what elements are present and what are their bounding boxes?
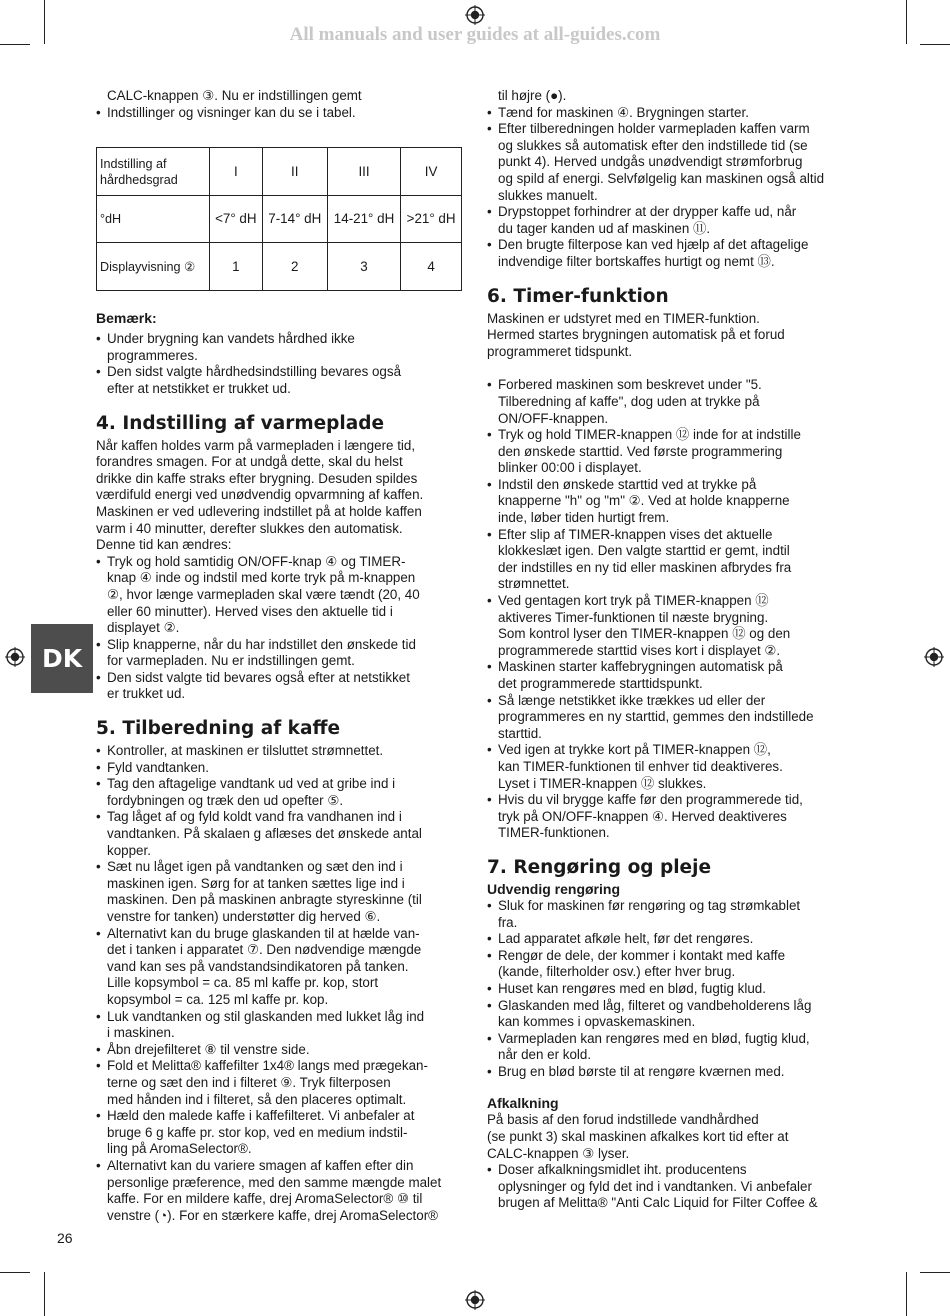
section-heading: 7. Rengøring og pleje <box>487 856 711 878</box>
text-line: fordybningen og træk den ud opefter ⑤. <box>107 792 344 808</box>
list-item <box>487 742 859 792</box>
section-heading: 6. Timer-funktion <box>487 285 669 307</box>
timer-list <box>487 377 859 842</box>
text-line: • Alternativt kan du bruge glaskanden til at hælde van- <box>107 925 420 941</box>
text-line: og spild af energi. Selvfølgelig kan maskinen også altid <box>498 170 825 186</box>
text-line: maskinen igen. Sørg for at tanken sættes lige ind i <box>107 875 405 891</box>
text-line: strømnettet. <box>498 576 570 592</box>
section5-list <box>96 743 462 1224</box>
text-line: inde, løber tiden hurtigt frem. <box>498 510 670 526</box>
text-line: kaffe. For en mildere kaffe, drej AromaSelector® ⑩ til <box>107 1191 423 1207</box>
text-line: programmerede starttid vises kort i displayet ②. <box>498 642 781 658</box>
list-item <box>487 948 859 981</box>
text-line: displayet ②. <box>107 620 180 636</box>
list-item <box>487 931 859 948</box>
list-item <box>96 776 462 809</box>
text-line: • Forbered maskinen som beskrevet under "5. <box>498 377 762 393</box>
list-item <box>96 554 462 637</box>
hardness-table <box>96 147 462 291</box>
table-row <box>97 243 462 291</box>
text-line: • Så længe netstikket ikke trækkes ud eller der <box>498 692 766 708</box>
list-item <box>487 427 859 477</box>
text-line: • Lad apparatet afkøle helt, før det rengøres. <box>498 931 754 947</box>
list-item <box>487 693 859 743</box>
text-line: • Tænd for maskinen ④. Brygningen starter. <box>498 104 749 120</box>
text-line: for varmepladen. Nu er indstillingen gemt. <box>107 653 355 669</box>
watermark: All manuals and user guides at all-guides.com <box>289 24 661 45</box>
text-line: • Tag den aftagelige vandtank ud ved at gribe ind i <box>107 776 396 792</box>
list-item <box>487 477 859 527</box>
text-line: kopper. <box>107 842 151 858</box>
table-cell: 4 <box>401 243 462 291</box>
table-cell: 7-14° dH <box>262 196 327 243</box>
text-line: • Åbn drejefilteret ⑧ til venstre side. <box>107 1041 310 1057</box>
list-item <box>487 527 859 593</box>
text-line: venstre (◔). For en stærkere kaffe, drej AromaSelector® <box>107 1207 439 1223</box>
text-line: slukkes manuelt. <box>498 187 598 203</box>
text-line: ②, hvor længe varmepladen skal være tændt (20, 40 <box>107 586 420 602</box>
list-item <box>96 743 462 760</box>
text-line: kopsymbol = ca. 125 ml kaffe pr. kop. <box>107 991 329 1007</box>
intro-line: CALC-knappen ③. Nu er indstillingen gemt <box>107 88 362 103</box>
text-line: drikke din kaffe straks efter brygning. Desuden spildes <box>96 470 418 486</box>
right-column <box>487 88 859 1212</box>
descaling-list <box>487 1162 859 1212</box>
text-line: venstre for tanken) understøtter dig herved ⑥. <box>107 909 381 924</box>
text-line: • Efter tilberedningen holder varmepladen kaffen varm <box>498 121 810 137</box>
list-item <box>96 1009 462 1042</box>
list-item <box>487 1064 859 1081</box>
text-line: knapperne "h" og "m" ②. Ved at holde knapperne <box>498 493 790 509</box>
list-item <box>96 331 462 364</box>
text-line: Tilberedning af kaffe", dog uden at trykke på <box>498 393 760 409</box>
text-line: • Rengør de dele, der kommer i kontakt med kaffe <box>498 947 786 963</box>
table-cell: II <box>262 148 327 196</box>
note-list <box>96 331 462 397</box>
text-line: er trukket ud. <box>107 686 186 702</box>
text-line: Lille kopsymbol = ca. 85 ml kaffe pr. kop, stort <box>107 975 379 991</box>
text-line: den ønskede starttid. Ved første programmering <box>498 443 783 459</box>
list-item <box>96 760 462 777</box>
list-item <box>487 121 859 204</box>
list-item <box>96 364 462 397</box>
text-line: starttid. <box>498 725 542 741</box>
table-cell: III <box>327 148 400 196</box>
crop-mark <box>44 1272 45 1316</box>
list-item <box>487 898 859 931</box>
section-heading: 4. Indstilling af varmeplade <box>96 412 385 434</box>
text-line: oplysninger og fyld det ind i vandtanken. Vi anbefaler <box>498 1178 812 1194</box>
list-item <box>96 809 462 859</box>
table-cell: <7° dH <box>210 196 263 243</box>
registration-mark-icon <box>5 647 25 667</box>
text-line: programmeres. <box>107 347 198 363</box>
table-cell: 2 <box>262 243 327 291</box>
list-item <box>96 859 462 925</box>
text-line: (se punkt 3) skal maskinen afkalkes kort tid efter at <box>487 1129 789 1145</box>
continuation-line: til højre (●). <box>498 88 567 103</box>
text-line: • Glaskanden med låg, filteret og vandbeholderens låg <box>498 997 812 1013</box>
text-line: værdifuld energi ved unødvendig opvarmning af kaffen. <box>96 487 424 503</box>
text-line: maskinen. Den på maskinen anbragte styreskinne (til <box>107 892 422 908</box>
text-line: varm i 40 minutter, derefter slukkes den automatisk. <box>96 520 403 536</box>
text-line: • Brug en blød børste til at rengøre kværnen med. <box>498 1063 785 1079</box>
text-line: • Tryk og hold TIMER-knappen ⑫ inde for at indstille <box>498 427 801 443</box>
list-item <box>487 792 859 842</box>
table-row <box>97 196 462 243</box>
text-line: Maskinen er ved udlevering indstillet på at holde kaffen <box>96 503 422 519</box>
page-number: 26 <box>57 1230 73 1246</box>
text-line: bruge 6 g kaffe pr. stor kop, ved en medium indstil- <box>107 1124 408 1140</box>
table-cell: IV <box>401 148 462 196</box>
text-line: Denne tid kan ændres: <box>96 537 232 553</box>
text-line: • Sluk for maskinen før rengøring og tag strømkablet <box>498 897 801 913</box>
registration-mark-icon <box>465 5 485 25</box>
text-line: vandtanken. På skalaen g aflæses det ønskede antal <box>107 826 422 842</box>
text-line: • Tag låget af og fyld koldt vand fra vandhanen ind i <box>107 809 402 825</box>
list-item <box>96 1108 462 1158</box>
text-line: • Fyld vandtanken. <box>107 759 209 775</box>
subheading: Udvendig rengøring <box>487 880 620 897</box>
section-heading: 5. Tilberedning af kaffe <box>96 718 341 740</box>
text-line: i maskinen. <box>107 1025 175 1041</box>
text-line: • Under brygning kan vandets hårdhed ikke <box>107 331 355 347</box>
text-line: tryk på ON/OFF-knappen ④. Herved deaktiveres <box>498 808 787 824</box>
left-column <box>96 88 462 1224</box>
table-cell: Indstilling af hårdhedsgrad <box>97 148 210 196</box>
text-line: indvendige filter bortskaffes hurtigt og nemt ⑬. <box>498 253 775 269</box>
text-line: • Varmepladen kan rengøres med en blød, fugtig klud, <box>498 1030 810 1046</box>
text-line: (kande, filterholder osv.) efter hver brug. <box>498 964 736 980</box>
text-line: programmeret tidspunkt. <box>487 343 633 359</box>
text-line: personlige præference, med den samme mængde malet <box>107 1174 442 1190</box>
crop-mark <box>0 1272 30 1273</box>
text-line: TIMER-funktionen. <box>498 825 610 841</box>
text-line: aktiveres Timer-funktionen til næste brygning. <box>498 609 769 625</box>
note-title: Bemærk: <box>96 310 157 327</box>
list-item <box>487 237 859 270</box>
list-item <box>96 670 462 703</box>
list-item <box>487 998 859 1031</box>
table-cell: 3 <box>327 243 400 291</box>
paragraph <box>487 311 859 361</box>
text-line: efter at netstikket er trukket ud. <box>107 380 291 396</box>
registration-mark-icon <box>465 1290 485 1310</box>
text-line: • Sæt nu låget igen på vandtanken og sæt den ind i <box>107 859 403 875</box>
text-line: • Luk vandtanken og stil glaskanden med lukket låg ind <box>107 1008 425 1024</box>
section4-list <box>96 554 462 703</box>
text-line: knap ④ inde og indstil med korte tryk på m-knappen <box>107 570 416 586</box>
text-line: punkt 4). Herved undgås unødvendigt strømforbrug <box>498 154 803 170</box>
table-cell: 14-21° dH <box>327 196 400 243</box>
paragraph <box>96 438 462 554</box>
text-line: klokkeslæt igen. Den valgte starttid er gemt, indtil <box>498 543 790 559</box>
intro-list <box>96 105 462 122</box>
text-line: • Hæld den malede kaffe i kaffefilteret. Vi anbefaler at <box>107 1108 415 1124</box>
table-cell: °dH <box>97 196 210 243</box>
list-item <box>96 1042 462 1059</box>
list-item <box>487 1031 859 1064</box>
text-line: kan kommes i opvaskemaskinen. <box>498 1014 696 1030</box>
text-line: • Maskinen starter kaffebrygningen automatisk på <box>498 659 783 675</box>
text-line: forandres smagen. For at undgå dette, skal du helst <box>96 454 403 470</box>
text-line: brugen af Melitta® "Anti Calc Liquid for Filter Coffee & <box>498 1195 818 1211</box>
table-cell: 1 <box>210 243 263 291</box>
text-line: fra. <box>498 914 518 930</box>
list-item <box>487 105 859 122</box>
text-line: CALC-knappen ③ lyser. <box>487 1145 630 1161</box>
text-line: Som kontrol lyser den TIMER-knappen ⑫ og den <box>498 626 791 642</box>
text-line: • Tryk og hold samtidig ON/OFF-knap ④ og TIMER- <box>107 553 406 569</box>
text-line: • Fold et Melitta® kaffefilter 1x4® langs med prægekan- <box>107 1058 428 1074</box>
text-line: • Doser afkalkningsmidlet iht. producentens <box>498 1162 747 1178</box>
text-line: • Alternativt kan du variere smagen af kaffen efter din <box>107 1157 414 1173</box>
table-row <box>97 148 462 196</box>
list-item: • Indstillinger og visninger kan du se i tabel. <box>96 105 462 122</box>
text-line: • Hvis du vil brygge kaffe før den programmerede tid, <box>498 792 803 808</box>
text-line: Hermed startes brygningen automatisk på et forud <box>487 327 785 343</box>
text-line: med hånden ind i filteret, så den placeres optimalt. <box>107 1091 407 1107</box>
list-item <box>487 659 859 692</box>
list-item <box>96 1158 462 1224</box>
text-line: • Efter slip af TIMER-knappen vises det aktuelle <box>498 526 773 542</box>
text-line: terne og sæt den ind i filteret ⑨. Tryk filterposen <box>107 1074 391 1090</box>
crop-mark <box>920 1272 950 1273</box>
text-line: På basis af den forud indstillede vandhårdhed <box>487 1112 759 1128</box>
text-line: det programmerede starttidspunkt. <box>498 676 703 691</box>
text-line: • Drypstoppet forhindrer at der drypper kaffe ud, når <box>498 204 797 220</box>
text-line: Når kaffen holdes varm på varmepladen i længere tid, <box>96 437 416 453</box>
list-item <box>487 981 859 998</box>
text-line: • Den sidst valgte hårdhedsindstilling bevares også <box>107 364 402 380</box>
text-line: • Ved gentagen kort tryk på TIMER-knappen ⑫ <box>498 593 769 609</box>
text-line: • Den brugte filterpose kan ved hjælp af det aftagelige <box>498 237 809 253</box>
cleaning-list <box>487 898 859 1081</box>
table-cell: >21° dH <box>401 196 462 243</box>
text-line: kan TIMER-funktionen til enhver tid deaktiveres. <box>498 758 783 774</box>
text-line: og slukkes så automatisk efter den indstillede tid (se <box>498 137 808 153</box>
text-line: blinker 00:00 i displayet. <box>498 460 642 476</box>
text-line: det i tanken i apparatet ⑦. Den nødvendige mængde <box>107 942 422 958</box>
text-line: • Den sidst valgte tid bevares også efter at netstikket <box>107 669 410 685</box>
registration-mark-icon <box>924 647 944 667</box>
language-tab: DK <box>31 624 93 693</box>
list-item <box>487 1162 859 1212</box>
text-line: eller 60 minutter). Herved vises den aktuelle tid i <box>107 603 393 619</box>
crop-mark <box>906 1272 907 1316</box>
list-item <box>96 637 462 670</box>
text-line: • Huset kan rengøres med en blød, fugtig klud. <box>498 980 766 996</box>
text-line: • Kontroller, at maskinen er tilsluttet strømnettet. <box>107 743 384 759</box>
text-line: ON/OFF-knappen. <box>498 410 609 426</box>
text-line: vand kan ses på vandstandsindikatoren på tanken. <box>107 958 409 974</box>
list-item <box>96 1058 462 1108</box>
text-line: Lyset i TIMER-knappen ⑫ slukkes. <box>498 775 707 791</box>
text-line: der indstilles en ny tid eller maskinen afbrydes fra <box>498 559 792 575</box>
text-line: • Indstil den ønskede starttid ved at trykke på <box>498 476 757 492</box>
text-line: du tager kanden ud af maskinen ⑪. <box>498 220 711 236</box>
brew-list <box>487 105 859 271</box>
text-line: • Slip knapperne, når du har indstillet den ønskede tid <box>107 636 416 652</box>
text-line: Maskinen er udstyret med en TIMER-funktion. <box>487 310 760 326</box>
table-cell: I <box>210 148 263 196</box>
list-item <box>487 377 859 427</box>
text-line: når den er kold. <box>498 1047 592 1063</box>
paragraph <box>487 1112 859 1162</box>
table-cell: Displayvisning ② <box>97 243 210 291</box>
text-line: programmeres en ny starttid, gemmes den indstillede <box>498 709 814 725</box>
subheading: Afkalkning <box>487 1095 559 1112</box>
text-line: • Ved igen at trykke kort på TIMER-knappen ⑫, <box>498 742 771 758</box>
text-line: ling på AromaSelector®. <box>107 1141 252 1157</box>
list-item <box>96 926 462 1009</box>
list-item <box>487 593 859 659</box>
list-item <box>487 204 859 237</box>
